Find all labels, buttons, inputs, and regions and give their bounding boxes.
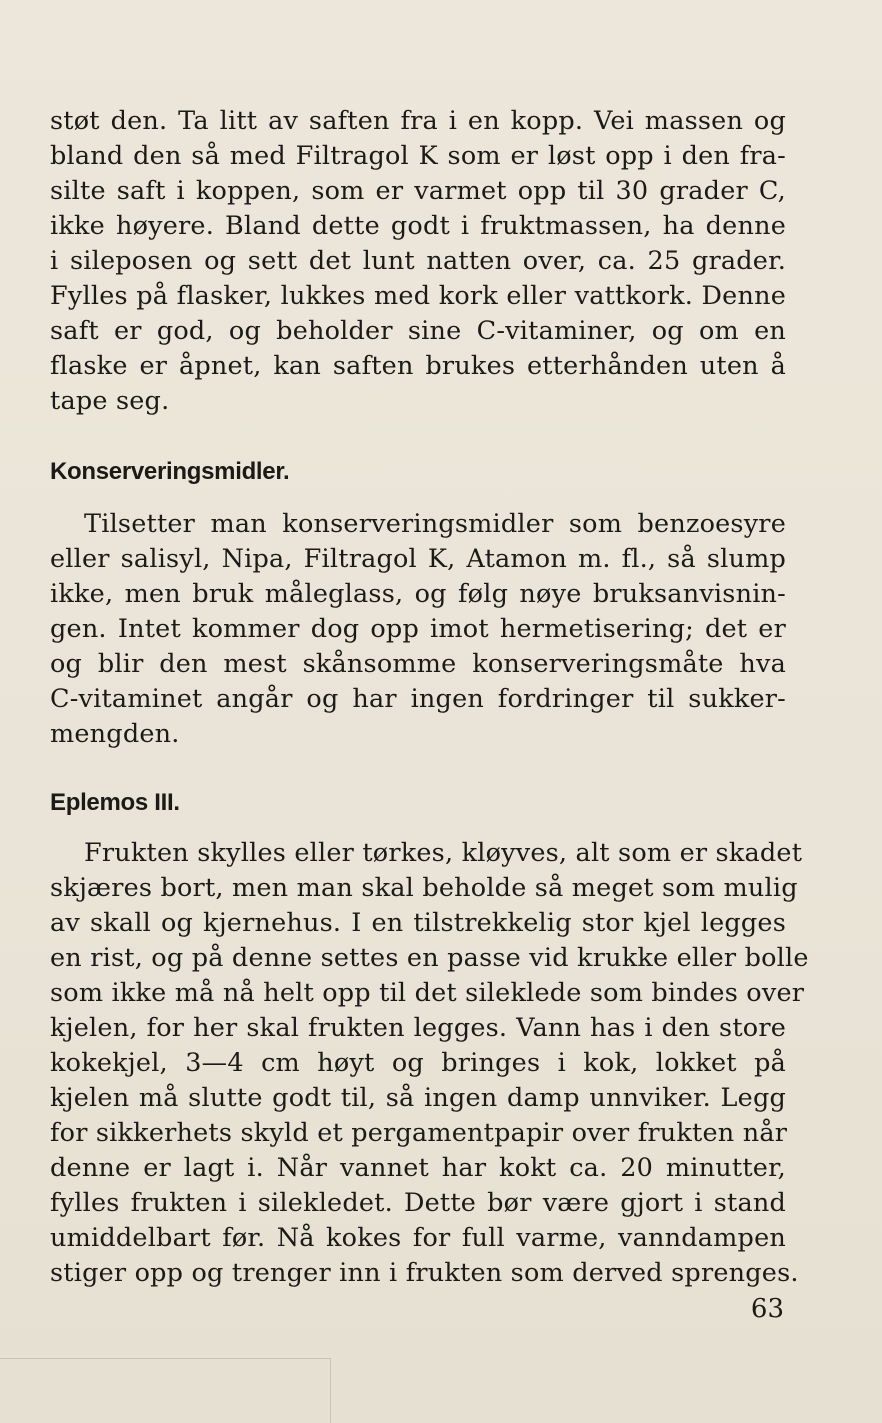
heading-eplemos-iii: Eplemos III. <box>50 789 180 816</box>
text-line: gen. Intet kommer dog opp imot hermetisering; det er <box>50 614 786 644</box>
text-line: for sikkerhets skyld et pergamentpapir over frukten når <box>50 1118 788 1148</box>
text-line: kjelen, for her skal frukten legges. Vann has i den store <box>50 1013 786 1043</box>
paragraph-konserveringsmidler <box>50 507 786 752</box>
text-line: kokekjel, 3—4 cm høyt og bringes i kok, lokket på <box>50 1048 786 1078</box>
text-line: av skall og kjernehus. I en tilstrekkelig stor kjel legges <box>50 908 786 938</box>
text-line: eller salisyl, Nipa, Filtragol K, Atamon m. fl., så slump <box>50 544 786 574</box>
text-line: C-vitaminet angår og har ingen fordringer til sukker- <box>50 684 786 714</box>
text-line: og blir den mest skånsomme konserveringsmåte hva <box>50 649 786 679</box>
text-line: Fylles på flasker, lukkes med kork eller vattkork. Denne <box>50 281 786 311</box>
page-content <box>50 104 809 1291</box>
page-number: 63 <box>750 1294 784 1324</box>
paragraph-eplemos <box>50 836 809 1291</box>
text-line: som ikke må nå helt opp til det sileklede som bindes over <box>50 978 805 1008</box>
text-line: stiger opp og trenger inn i frukten som derved sprenges. <box>50 1258 799 1288</box>
text-line: Tilsetter man konserveringsmidler som benzoesyre <box>84 509 786 539</box>
paragraph-saft-continuation <box>50 104 786 419</box>
text-line: bland den så med Filtragol K som er løst opp i den fra- <box>50 141 786 171</box>
text-line: i sileposen og sett det lunt natten over, ca. 25 grader. <box>50 246 786 276</box>
text-line: denne er lagt i. Når vannet har kokt ca. 20 minutter, <box>50 1153 786 1183</box>
text-line: ikke høyere. Bland dette godt i fruktmassen, ha denne <box>50 211 786 241</box>
heading-konserveringsmidler: Konserveringsmidler. <box>50 458 290 485</box>
text-line: en rist, og på denne settes en passe vid krukke eller bolle <box>50 943 809 973</box>
paper-edge-fold <box>330 1358 339 1423</box>
text-line: Frukten skylles eller tørkes, kløyves, alt som er skadet <box>84 838 803 868</box>
text-line: umiddelbart før. Nå kokes for full varme, vanndampen <box>50 1223 786 1253</box>
text-line: flaske er åpnet, kan saften brukes etterhånden uten å <box>50 351 786 381</box>
text-line: ikke, men bruk måleglass, og følg nøye bruksanvisnin- <box>50 579 786 609</box>
text-line: kjelen må slutte godt til, så ingen damp unnviker. Legg <box>50 1083 786 1113</box>
paper-edge-line <box>0 1358 330 1359</box>
text-line: mengden. <box>50 719 180 749</box>
text-line: skjæres bort, men man skal beholde så meget som mulig <box>50 873 798 903</box>
text-line: støt den. Ta litt av saften fra i en kopp. Vei massen og <box>50 106 786 136</box>
text-line: fylles frukten i silekledet. Dette bør være gjort i stand <box>50 1188 786 1218</box>
text-line: saft er god, og beholder sine C-vitaminer, og om en <box>50 316 786 346</box>
text-line: tape seg. <box>50 386 170 416</box>
text-line: silte saft i koppen, som er varmet opp til 30 grader C, <box>50 176 786 206</box>
